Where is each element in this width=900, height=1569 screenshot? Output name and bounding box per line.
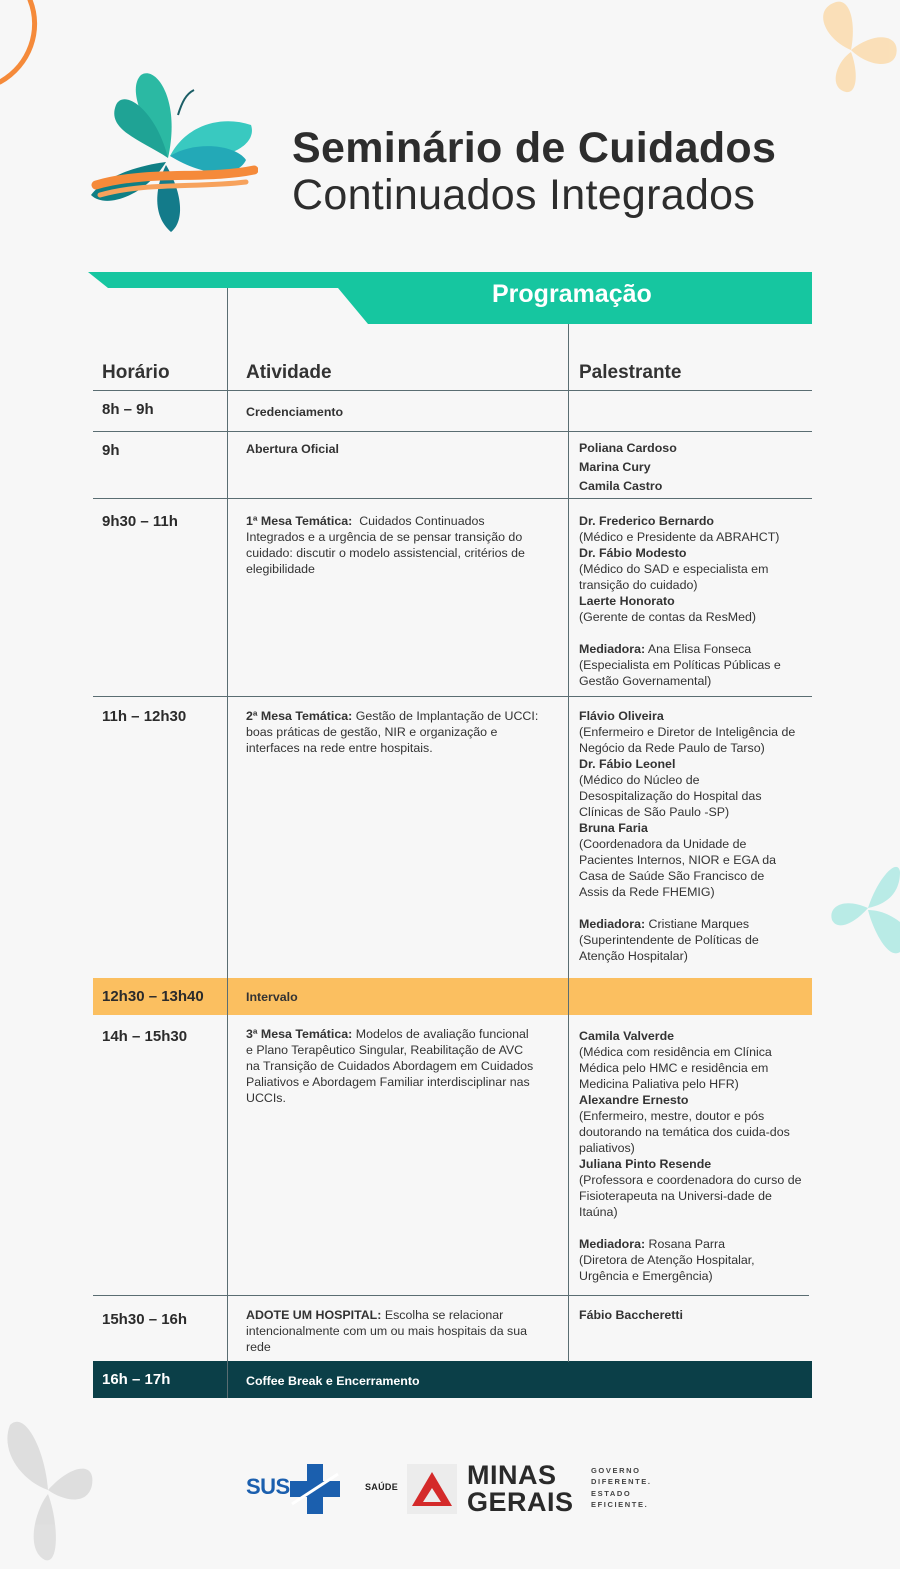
saude-label: SAÚDE: [365, 1482, 399, 1492]
header: [0, 0, 900, 260]
row-activity: Intervalo: [246, 990, 298, 1004]
sus-logo-text: SUS: [246, 1474, 290, 1499]
row-speakers: Poliana Cardoso Marina Cury Camila Castro: [579, 441, 677, 493]
slogan-line: DIFERENTE.: [591, 1477, 652, 1486]
minas-gerais-line1: MINAS: [467, 1460, 557, 1490]
slogan-line: EFICIENTE.: [591, 1500, 649, 1509]
butterfly-decoration-icon: [828, 852, 900, 964]
footer-logos: [0, 1450, 900, 1530]
row-time: 14h – 15h30: [102, 1028, 188, 1045]
row-time: 9h: [102, 442, 120, 459]
col-header-time: Horário: [102, 362, 170, 383]
row-activity: Abertura Oficial: [246, 442, 339, 456]
row-activity: 3ª Mesa Temática: Modelos de avaliação funcional e Plano Terapêutico Singular, Reabilitação de AVC na Transição de Cuidados Abordagem em Cuidados Paliativos e Abordagem Familiar interdisciplinar nas UCCIs.: [246, 1027, 534, 1105]
program-banner: [88, 272, 812, 324]
slogan-line: GOVERNO: [591, 1466, 641, 1475]
minas-gerais-line2: GERAIS: [467, 1487, 574, 1517]
row-time: 15h30 – 16h: [102, 1311, 188, 1328]
row-time: 12h30 – 13h40: [102, 988, 204, 1005]
page-title: Seminário de Cuidados: [292, 124, 777, 172]
row-divider: [93, 431, 812, 432]
col-divider-2: [568, 324, 569, 1362]
row-time: 11h – 12h30: [102, 708, 187, 725]
row-speakers: Fábio Baccheretti: [579, 1308, 683, 1322]
row-activity: ADOTE UM HOSPITAL: Escolha se relacionar intencionalmente com um ou mais hospitais da sua rede: [246, 1308, 528, 1354]
row-time: 16h – 17h: [102, 1371, 171, 1388]
minas-triangle-icon: [407, 1464, 457, 1514]
slogan-line: ESTADO: [591, 1489, 632, 1498]
butterfly-logo-icon: [86, 70, 258, 236]
program-title: Programação: [492, 280, 652, 308]
row-divider: [93, 390, 812, 391]
row-divider: [93, 1295, 809, 1296]
row-speakers: Camila Valverde (Médica com residência em Clínica Médica pelo HMC e residência em Medicina Paliativa pelo HFR) Alexandre Ernesto (Enfermeiro, mestre, doutor e pós doutorando na temática dos cuida-dos paliativos) Juliana Pinto Resende (Professora e coordenadora do curso de Fisioterapeuta na Universi-dade de Itaúna) Mediadora: Rosana Parra (Diretora de Atenção Hospitalar, Urgência e Emergência): [579, 1029, 802, 1283]
row-activity: 2ª Mesa Temática: Gestão de Implantação de UCCI: boas práticas de gestão, NIR e organização e interfaces na rede entre hospitais.: [246, 709, 539, 755]
row-time: 9h30 – 11h: [102, 513, 178, 530]
row-divider: [93, 696, 812, 697]
col-header-activity: Atividade: [246, 362, 332, 383]
col-divider-1: [227, 288, 228, 1398]
col-header-speaker: Palestrante: [579, 362, 682, 383]
row-time: 8h – 9h: [102, 401, 154, 418]
row-speakers: Dr. Frederico Bernardo (Médico e Presidente da ABRAHCT) Dr. Fábio Modesto (Médico do SAD e especialista em transição do cuidado) Laerte Honorato (Gerente de contas da ResMed) Mediadora: Ana Elisa Fonseca (Especialista em Políticas Públicas e Gestão Governamental): [579, 514, 781, 688]
row-activity: Coffee Break e Encerramento: [246, 1374, 420, 1388]
row-speakers: Flávio Oliveira (Enfermeiro e Diretor de Inteligência de Negócio da Rede Paulo de Tarso) Dr. Fábio Leonel (Médico do Núcleo de Desospitalização do Hospital das Clínicas de São Paulo -SP) Bruna Faria (Coordenadora da Unidade de Pacientes Internos, NIOR e EGA da Casa de Saúde São Francisco de Assis da Rede FHEMIG) Mediadora: Cristiane Marques (Superintendente de Políticas de Atenção Hospitalar): [579, 709, 796, 963]
sus-cross-icon: [290, 1464, 340, 1514]
row-activity: Credenciamento: [246, 405, 344, 419]
page-subtitle: Continuados Integrados: [292, 171, 756, 219]
row-divider: [93, 498, 812, 499]
row-activity: 1ª Mesa Temática: Cuidados Continuados Integrados e a urgência de se pensar transição do cuidado: discutir o modelo assistencial, critérios de elegibilidade: [246, 514, 525, 576]
